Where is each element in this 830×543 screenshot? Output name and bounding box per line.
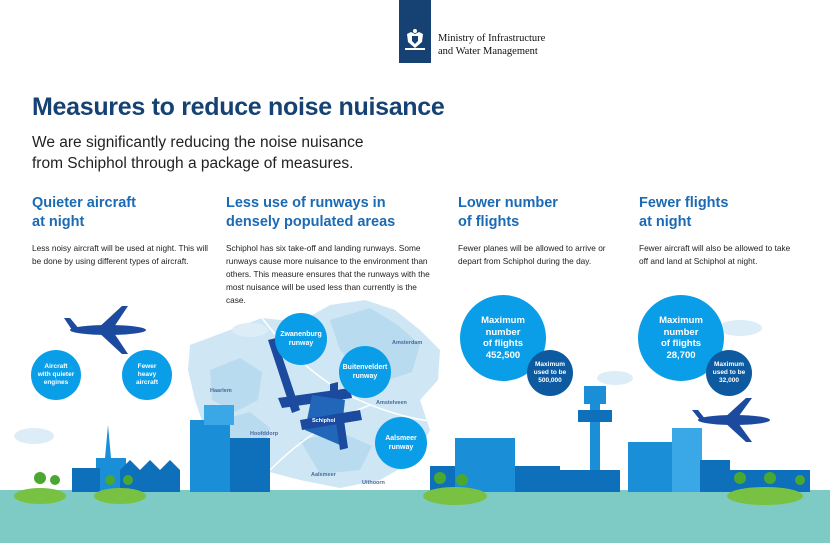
column-title-line: at night	[32, 213, 85, 230]
bubble-line: of flights	[482, 338, 524, 349]
bubble-line: Aalsmeer	[385, 435, 417, 442]
bubble-line: runway	[288, 340, 314, 347]
bubble-zwanenburg	[275, 313, 327, 365]
column-text-runways: Schiphol has six take-off and landing runways. Some runways cause more nuisance to the environment than others. This measure ensures that the runways with the most nuisance will be used less than currently is the case.	[226, 243, 430, 305]
bubble-value: 28,700	[666, 349, 696, 361]
column-title-line: Fewer flights	[639, 195, 729, 211]
bubble-line: Maximum	[481, 315, 525, 326]
column-title-line: of flights	[458, 213, 520, 230]
map-label-amstelveen: Amstelveen	[376, 400, 407, 406]
bubble-fewer-heavy	[122, 350, 172, 400]
column-text-lower-number: Fewer planes will be allowed to arrive or depart from Schiphol during the day.	[458, 243, 606, 266]
ministry-name-line1: Ministry of Infrastructure	[438, 33, 546, 44]
column-text-quieter-aircraft: Less noisy aircraft will be used at night. This will be done by using different types of aircraft.	[32, 243, 209, 266]
bubble-line: heavy	[137, 371, 157, 378]
bubble-line: Aircraft	[44, 363, 68, 370]
page-subtitle: We are significantly reducing the noise nuisance from Schiphol through a package of measures.	[32, 134, 364, 172]
bubble-line: number	[485, 326, 521, 338]
bubble-line: with quieter	[37, 371, 75, 378]
map-label-haarlem: Haarlem	[210, 388, 232, 394]
bubble-line: Maximum	[535, 361, 565, 368]
map-label-aalsmeer: Aalsmeer	[311, 472, 336, 478]
bubble-line: engines	[43, 379, 69, 386]
bubble-line: of flights	[660, 338, 702, 349]
bubble-line: Buitenveldert	[342, 364, 388, 371]
bubble-buitenveldert	[339, 346, 391, 398]
bubble-line: runway	[388, 444, 414, 451]
bubble-value: 500,000	[538, 377, 562, 384]
bubble-line: Fewer	[137, 363, 157, 370]
ministry-name-line2: and Water Management	[438, 45, 538, 57]
page-title: Measures to reduce noise nuisance	[32, 93, 445, 121]
bubble-quieter-engines	[31, 350, 81, 400]
bubble-aalsmeer	[375, 417, 427, 469]
map-label-schiphol: Schiphol	[312, 418, 336, 424]
airplane-icon	[64, 306, 146, 354]
right-buildings	[628, 428, 810, 492]
bubble-line: used to be	[533, 369, 567, 376]
bubble-line: Zwanenburg	[280, 331, 322, 338]
column-title-line: Quieter aircraft	[32, 195, 136, 211]
column-title-line: at night	[639, 213, 692, 230]
bubble-line: aircraft	[135, 379, 159, 386]
bubble-value: 452,500	[485, 349, 521, 361]
bubble-line: number	[663, 326, 699, 338]
bubble-day-previous	[527, 350, 573, 396]
bubble-line: Maximum	[714, 361, 744, 368]
bubble-line: runway	[352, 373, 378, 380]
bubble-night-previous	[706, 350, 752, 396]
map-label-uithoorn: Uithoorn	[362, 480, 385, 486]
bubble-value: 32,000	[719, 377, 739, 384]
column-title-line: densely populated areas	[226, 213, 396, 230]
map-label-hoofddorp: Hoofddorp	[250, 431, 279, 437]
map-label-amsterdam: Amsterdam	[392, 340, 423, 346]
column-title-line: Less use of runways in	[226, 195, 386, 211]
column-title-line: Lower number	[458, 195, 558, 211]
bubble-line: used to be	[712, 369, 746, 376]
column-text-fewer-night: Fewer aircraft will also be allowed to take off and land at Schiphol at night.	[639, 243, 791, 266]
bubble-line: Maximum	[659, 315, 703, 326]
airplane-icon	[692, 398, 770, 442]
